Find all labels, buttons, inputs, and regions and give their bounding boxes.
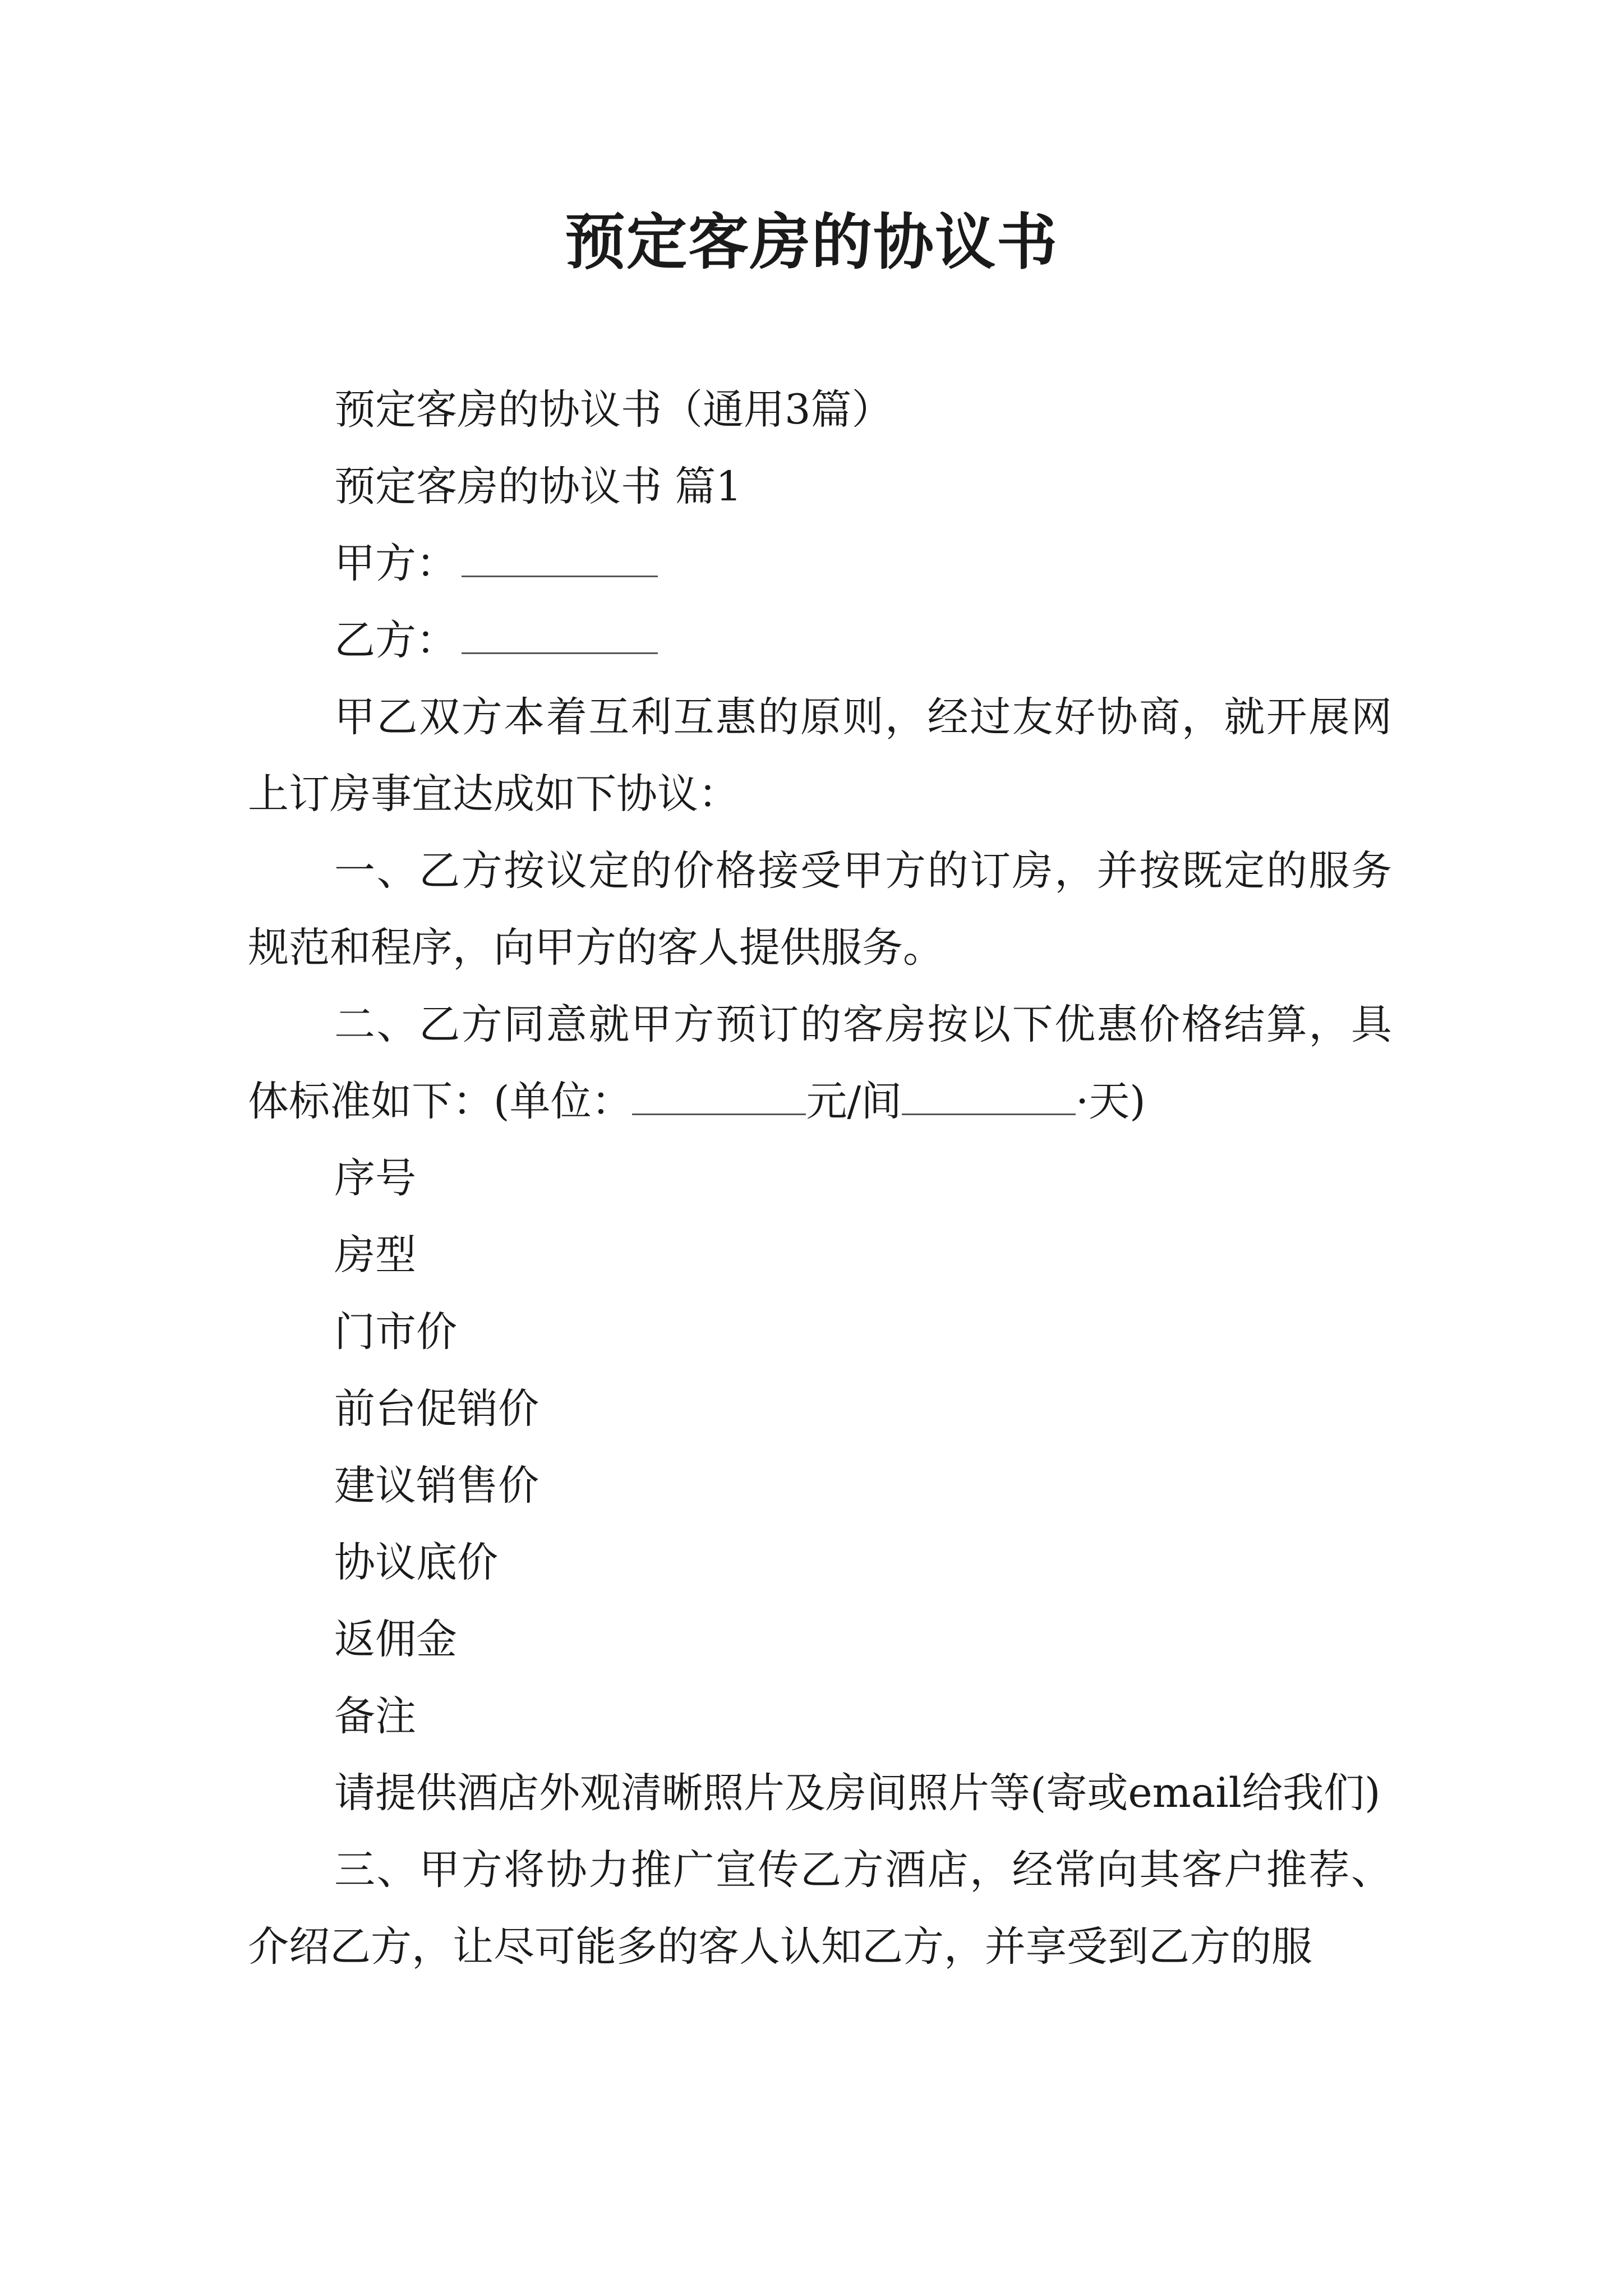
document-body [248,371,1392,1985]
clause-3-paragraph: 三、甲方将协力推广宣传乙方酒店，经常向其客户推荐、介绍乙方，让尽可能多的客人认知乙方，并享受到乙方的服 [248,1846,1392,1971]
photo-request-paragraph: 请提供酒店外观清晰照片及房间照片等(寄或email给我们) [334,1769,1381,1817]
party-a-label: 甲方： [334,540,457,587]
table-field-room-type: 房型 [334,1231,416,1279]
table-field-rack-rate: 门市价 [334,1308,457,1356]
party-b-line [248,602,1392,679]
table-field-serial: 序号 [334,1154,416,1202]
document-subtitle: 预定客房的协议书（通用3篇） [334,386,893,434]
party-b-label: 乙方： [334,616,457,664]
clause-2-paragraph [248,986,1392,1140]
intro-paragraph: 甲乙双方本着互利互惠的原则，经过友好协商，就开展网上订房事宜达成如下协议： [248,693,1392,818]
clause-1-paragraph: 一、乙方按议定的价格接受甲方的订房，并按既定的服务规范和程序，向甲方的客人提供服务。 [248,847,1392,972]
party-b-blank [462,619,658,654]
table-field-agreement-floor-price: 协议底价 [334,1539,498,1586]
table-field-remarks: 备注 [334,1692,416,1740]
table-field-commission: 返佣金 [334,1616,457,1663]
document-title: 预定客房的协议书 [564,207,1058,278]
table-field-suggested-price: 建议销售价 [334,1462,539,1510]
table-field-front-desk-promo: 前台促销价 [334,1385,539,1433]
clause-2-unit-1: 元/间 [806,1078,902,1125]
section-heading: 预定客房的协议书 篇1 [334,463,742,510]
party-a-line [248,525,1392,602]
price-blank-1 [632,1080,806,1115]
party-a-blank [462,542,658,577]
clause-2-text: 二、乙方同意就甲方预订的客房按以下优惠价格结算，具体标准如下：(单位： [248,1001,1392,1125]
clause-2-unit-2: ·天) [1076,1078,1146,1125]
price-blank-2 [902,1080,1076,1115]
